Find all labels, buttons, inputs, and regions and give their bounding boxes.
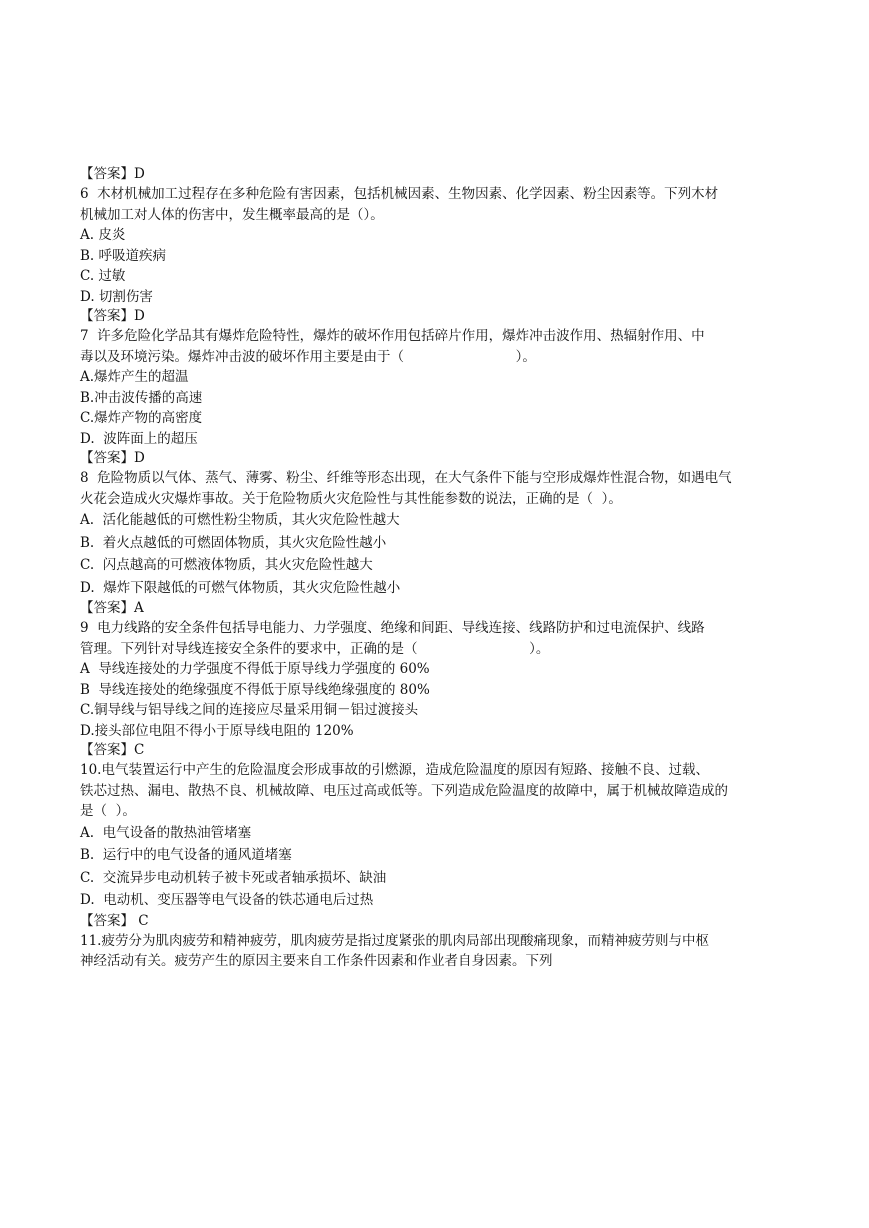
option-b: B. 呼吸道疾病 xyxy=(80,247,167,264)
question-7-line-2: 毒以及环境污染。爆炸冲击波的破坏作用主要是由于（ ）。 xyxy=(80,348,536,365)
question-8-line-1: 8 危险物质以气体、蒸气、薄雾、粉尘、纤维等形态出现，在大气条件下能与空形成爆炸性混合物，如遇电气 xyxy=(80,470,732,486)
question-7-line-1: 7 许多危险化学品其有爆炸危险特性，爆炸的破坏作用包括碎片作用，爆炸冲击波作用、热辐射作用、中 xyxy=(80,328,705,344)
document-page xyxy=(80,165,795,972)
option-a: A 导线连接处的力学强度不得低于原导线力学强度的 60% xyxy=(80,661,430,677)
question-10-line-2: 铁芯过热、漏电、散热不良、机械故障、电压过高或低等。下列造成危险温度的故障中，属于机械故障造成的 xyxy=(80,782,728,799)
question-6-line-1: 6 木材机械加工过程存在多种危险有害因素，包括机械因素、生物因素、化学因素、粉尘因素等。下列木材 xyxy=(80,186,719,202)
option-a: A.爆炸产生的超温 xyxy=(80,369,189,385)
answer-line: 【答案】D xyxy=(80,450,145,466)
question-10-line-1: 10.电气装置运行中产生的危险温度会形成事故的引燃源，造成危险温度的原因有短路、接触不良、过载、 xyxy=(80,762,709,778)
option-d: D. 波阵面上的超压 xyxy=(80,430,198,447)
answer-line: 【答案】A xyxy=(80,600,144,616)
option-d: D. 切割伤害 xyxy=(80,288,153,305)
option-c: C.铜导线与铝导线之间的连接应尽量采用铜－铝过渡接头 xyxy=(80,702,419,718)
option-c: C. 闪点越高的可燃液体物质，其火灾危险性越大 xyxy=(80,557,373,573)
option-d: D. 电动机、变压器等电气设备的铁芯通电后过热 xyxy=(80,892,374,908)
option-c: C. 交流异步电动机转子被卡死或者轴承损坏、缺油 xyxy=(80,869,387,886)
option-a: A. 活化能越低的可燃性粉尘物质，其火灾危险性越大 xyxy=(80,512,400,528)
option-a: A. 电气设备的散热油管堵塞 xyxy=(80,824,252,841)
option-c: C.爆炸产物的高密度 xyxy=(80,410,203,426)
answer-line: 【答案】D xyxy=(80,166,145,182)
answer-line: 【答案】D xyxy=(80,308,145,324)
question-9-line-2: 管理。下列针对导线连接安全条件的要求中，正确的是（ ）。 xyxy=(80,640,550,657)
question-6-line-2: 机械加工对人体的伤害中，发生概率最高的是（）。 xyxy=(80,206,384,223)
option-b: B.冲击波传播的高速 xyxy=(80,389,203,406)
answer-line: 【答案】C xyxy=(80,742,145,758)
answer-line: 【答案】 C xyxy=(80,912,149,929)
option-b: B. 运行中的电气设备的通风道堵塞 xyxy=(80,847,292,863)
question-9-line-1: 9 电力线路的安全条件包括导电能力、力学强度、绝缘和间距、导线连接、线路防护和过电流保护、线路 xyxy=(80,620,705,636)
question-8-line-2: 火花会造成火灾爆炸事故。关于危险物质火灾危险性与其性能参数的说法，正确的是（ ）。 xyxy=(80,490,622,507)
question-11-line-2: 神经活动有关。疲劳产生的原因主要来自工作条件因素和作业者自身因素。下列 xyxy=(80,953,553,969)
option-c: C. 过敏 xyxy=(80,268,126,284)
option-d: D.接头部位电阻不得小于原导线电阻的 120% xyxy=(80,722,354,739)
question-10-line-3: 是（ ）。 xyxy=(80,803,136,819)
option-b: B 导线连接处的绝缘强度不得低于原导线绝缘强度的 80% xyxy=(80,681,430,698)
option-b: B. 着火点越低的可燃固体物质，其火灾危险性越小 xyxy=(80,534,387,551)
option-a: A. 皮炎 xyxy=(80,227,126,243)
question-11-line-1: 11.疲劳分为肌肉疲劳和精神疲劳，肌肉疲劳是指过度紧张的肌肉局部出现酸痛现象，而精神疲劳则与中枢 xyxy=(80,932,709,949)
option-d: D. 爆炸下限越低的可燃气体物质，其火灾危险性越小 xyxy=(80,579,401,596)
